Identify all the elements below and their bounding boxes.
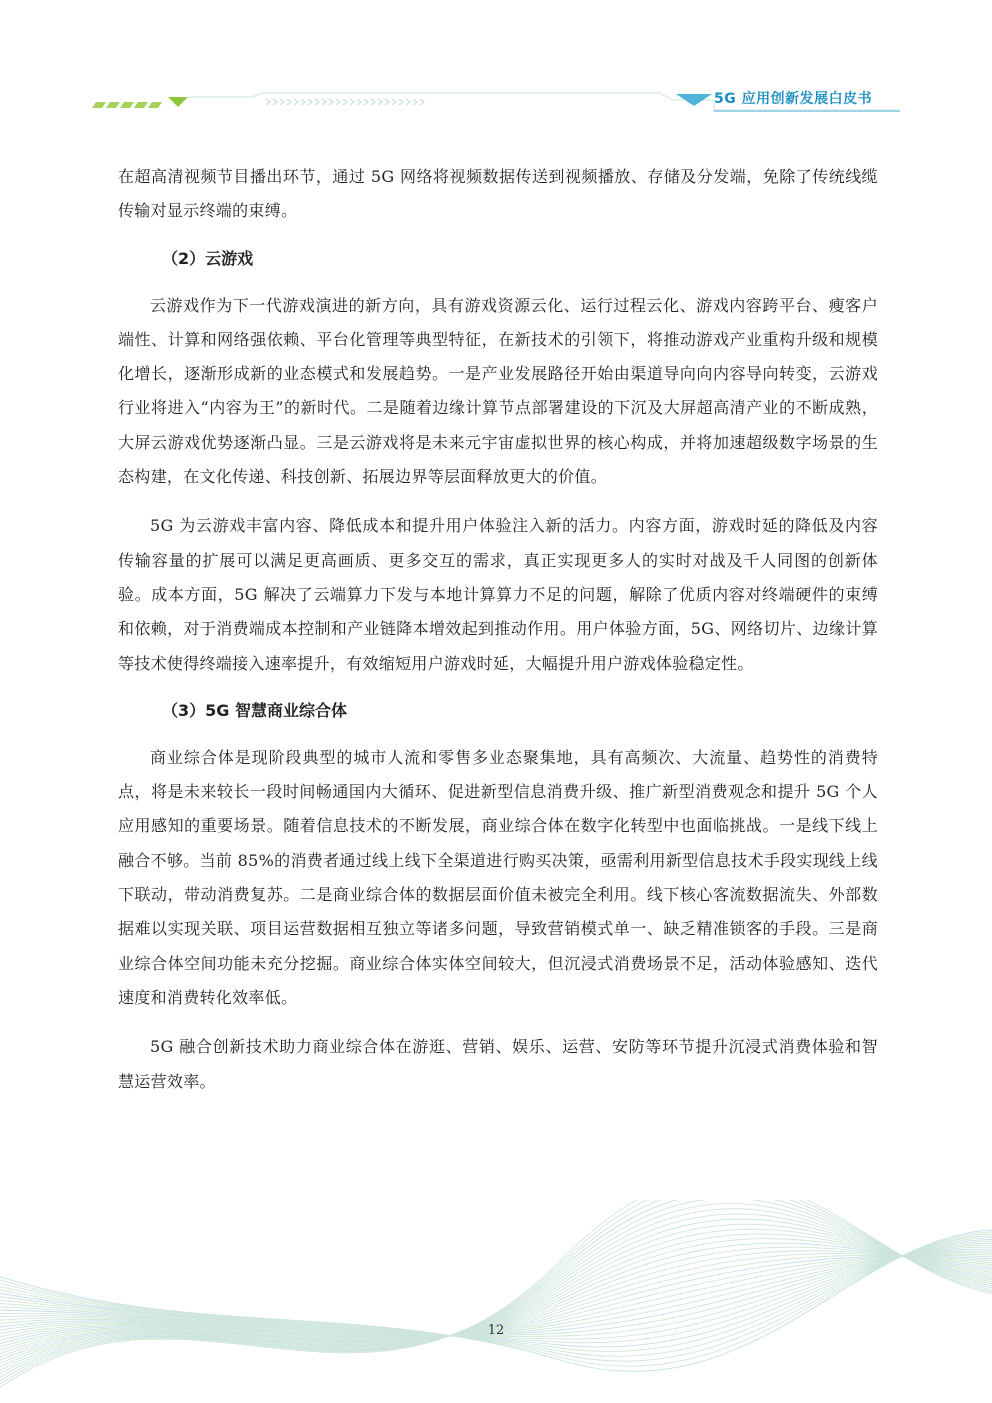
- footer-wave-decoration: [0, 1200, 992, 1403]
- wave-line: [0, 1200, 992, 1386]
- section-heading-smart-commercial-complex: （3）5G 智慧商业综合体: [162, 700, 347, 720]
- page-content: [118, 160, 878, 1099]
- header-chevrons: [266, 99, 424, 105]
- wave-line: [0, 1214, 992, 1374]
- wave-line: [0, 1200, 992, 1394]
- header-green-bars: [92, 102, 162, 108]
- header-title: 5G 应用创新发展白皮书: [714, 91, 873, 107]
- header-green-triangle: [168, 97, 188, 107]
- paragraph: 商业综合体是现阶段典型的城市人流和零售多业态聚集地，具有高频次、大流量、趋势性的消费特点，将是未来较长一段时间畅通国内大循环、促进新型信息消费升级、推广新型消费观念和提升 5G 个人应用感知的重要场景。随着信息技术的不断发展，商业综合体在数字化转型中也面临挑战。一是线下线上融合不够。当前 85%的消费者通过线上线下全渠道进行购买决策，亟需利用新型信息技术手段实现线上线下联动，带动消费复苏。二是商业综合体的数据层面价值未被完全利用。线下核心客流数据流失、外部数据难以实现关联、项目运营数据相互独立等诸多问题，导致营销模式单一、缺乏精准锁客的手段。三是商业综合体空间功能未充分挖掘。商业综合体实体空间较大，但沉浸式消费场景不足，活动体验感知、迭代速度和消费转化效率低。: [118, 747, 878, 1007]
- paragraph: 5G 为云游戏丰富内容、降低成本和提升用户体验注入新的活力。内容方面，游戏时延的降低及内容传输容量的扩展可以满足更高画质、更多交互的需求，真正实现更多人的实时对战及千人同图的创新体验。成本方面，5G 解决了云端算力下发与本地计算算力不足的问题，解除了优质内容对终端硬件的束缚和依赖，对于消费端成本控制和产业链降本增效起到推动作用。用户体验方面，5G、网络切片、边缘计算等技术使得终端接入速率提升，有效缩短用户游戏时延，大幅提升用户游戏体验稳定性。: [118, 516, 878, 673]
- paragraph: 5G 融合创新技术助力商业综合体在游逛、营销、娱乐、运营、安防等环节提升沉浸式消费体验和智慧运营效率。: [118, 1037, 878, 1091]
- page-number: 12: [487, 1323, 505, 1338]
- wave-line: [0, 1209, 992, 1378]
- paragraph: 云游戏作为下一代游戏演进的新方向，具有游戏资源云化、运行过程云化、游戏内容跨平台、瘦客户端性、计算和网络强依赖、平台化管理等典型特征，在新技术的引领下，将推动游戏产业重构升级和规模化增长，逐渐形成新的业态模式和发展趋势。一是产业发展路径开始由渠道导向向内容导向转变，云游戏行业将进入“内容为王”的新时代。二是随着边缘计算节点部署建设的下沉及大屏超高清产业的不断成熟，大屏云游戏优势逐渐凸显。三是云游戏将是未来元宇宙虚拟世界的核心构成，并将加速超级数字场景的生态构建，在文化传递、科技创新、拓展边界等层面释放更大的价值。: [118, 295, 878, 487]
- wave-line: [0, 1234, 992, 1362]
- wave-line: [0, 1203, 992, 1382]
- wave-line: [0, 1200, 992, 1398]
- intro-paragraph: 在超高清视频节目播出环节，通过 5G 网络将视频数据传送到视频播放、存储及分发端，免除了传统线缆传输对显示终端的束缚。: [118, 167, 878, 221]
- section-heading-cloud-gaming: （2）云游戏: [162, 248, 254, 268]
- wave-line: [0, 1219, 992, 1370]
- wave-line: [0, 1230, 992, 1372]
